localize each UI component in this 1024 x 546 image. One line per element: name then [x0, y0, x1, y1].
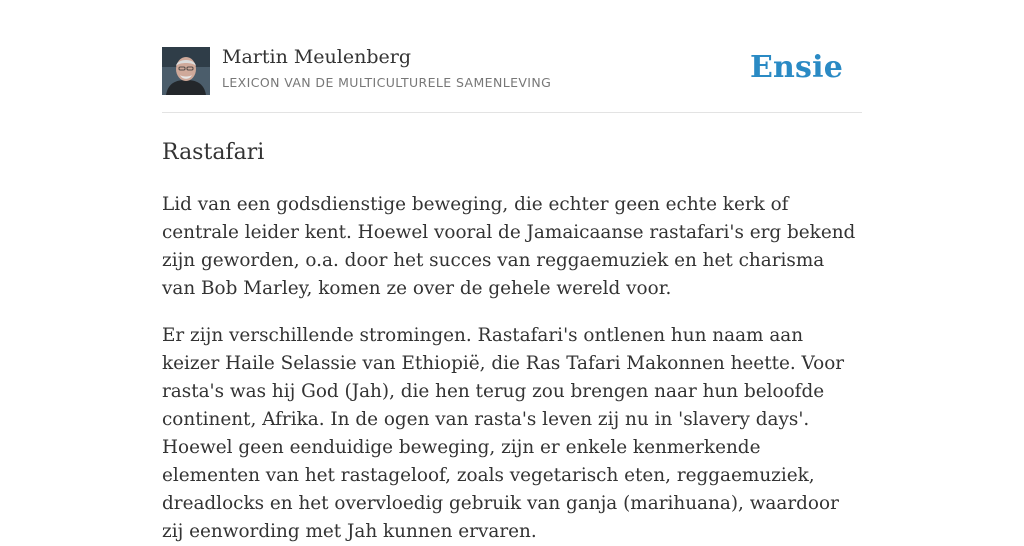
header — [162, 0, 862, 113]
avatar-photo-icon — [162, 47, 210, 95]
author-avatar[interactable] — [162, 47, 210, 95]
article-title: Rastafari — [162, 140, 265, 165]
article-paragraph: Lid van een godsdienstige beweging, die echter geen echte kerk of centrale leider kent. Hoewel vooral de Jamaicaanse rastafari's erg bekend zijn geworden, o.a. door het succes van reggaemuziek en het charisma van Bob Marley, komen ze over de gehele wereld voor. — [162, 194, 856, 299]
collection-name[interactable]: LEXICON VAN DE MULTICULTURELE SAMENLEVING — [222, 75, 552, 90]
article-body — [162, 191, 862, 546]
ensie-logo[interactable]: Ensie — [749, 50, 843, 85]
page — [162, 0, 862, 546]
author-name[interactable]: Martin Meulenberg — [222, 46, 411, 68]
article-paragraph: Er zijn verschillende stromingen. Rastafari's ontlenen hun naam aan keizer Haile Selassie van Ethiopië, die Ras Tafari Makonnen heette. Voor rasta's was hij God (Jah), die hen terug zou brengen naar hun beloofde continent, Afrika. In de ogen van rasta's leven zij nu in 'slavery days'. Hoewel geen eenduidige beweging, zijn er enkele kenmerkende elementen van het rastageloof, zoals vegetarisch eten, reggaemuziek, dreadlocks en het overvloedig gebruik van ganja (marihuana), waardoor zij eenwording met Jah kunnen ervaren. — [162, 325, 845, 542]
